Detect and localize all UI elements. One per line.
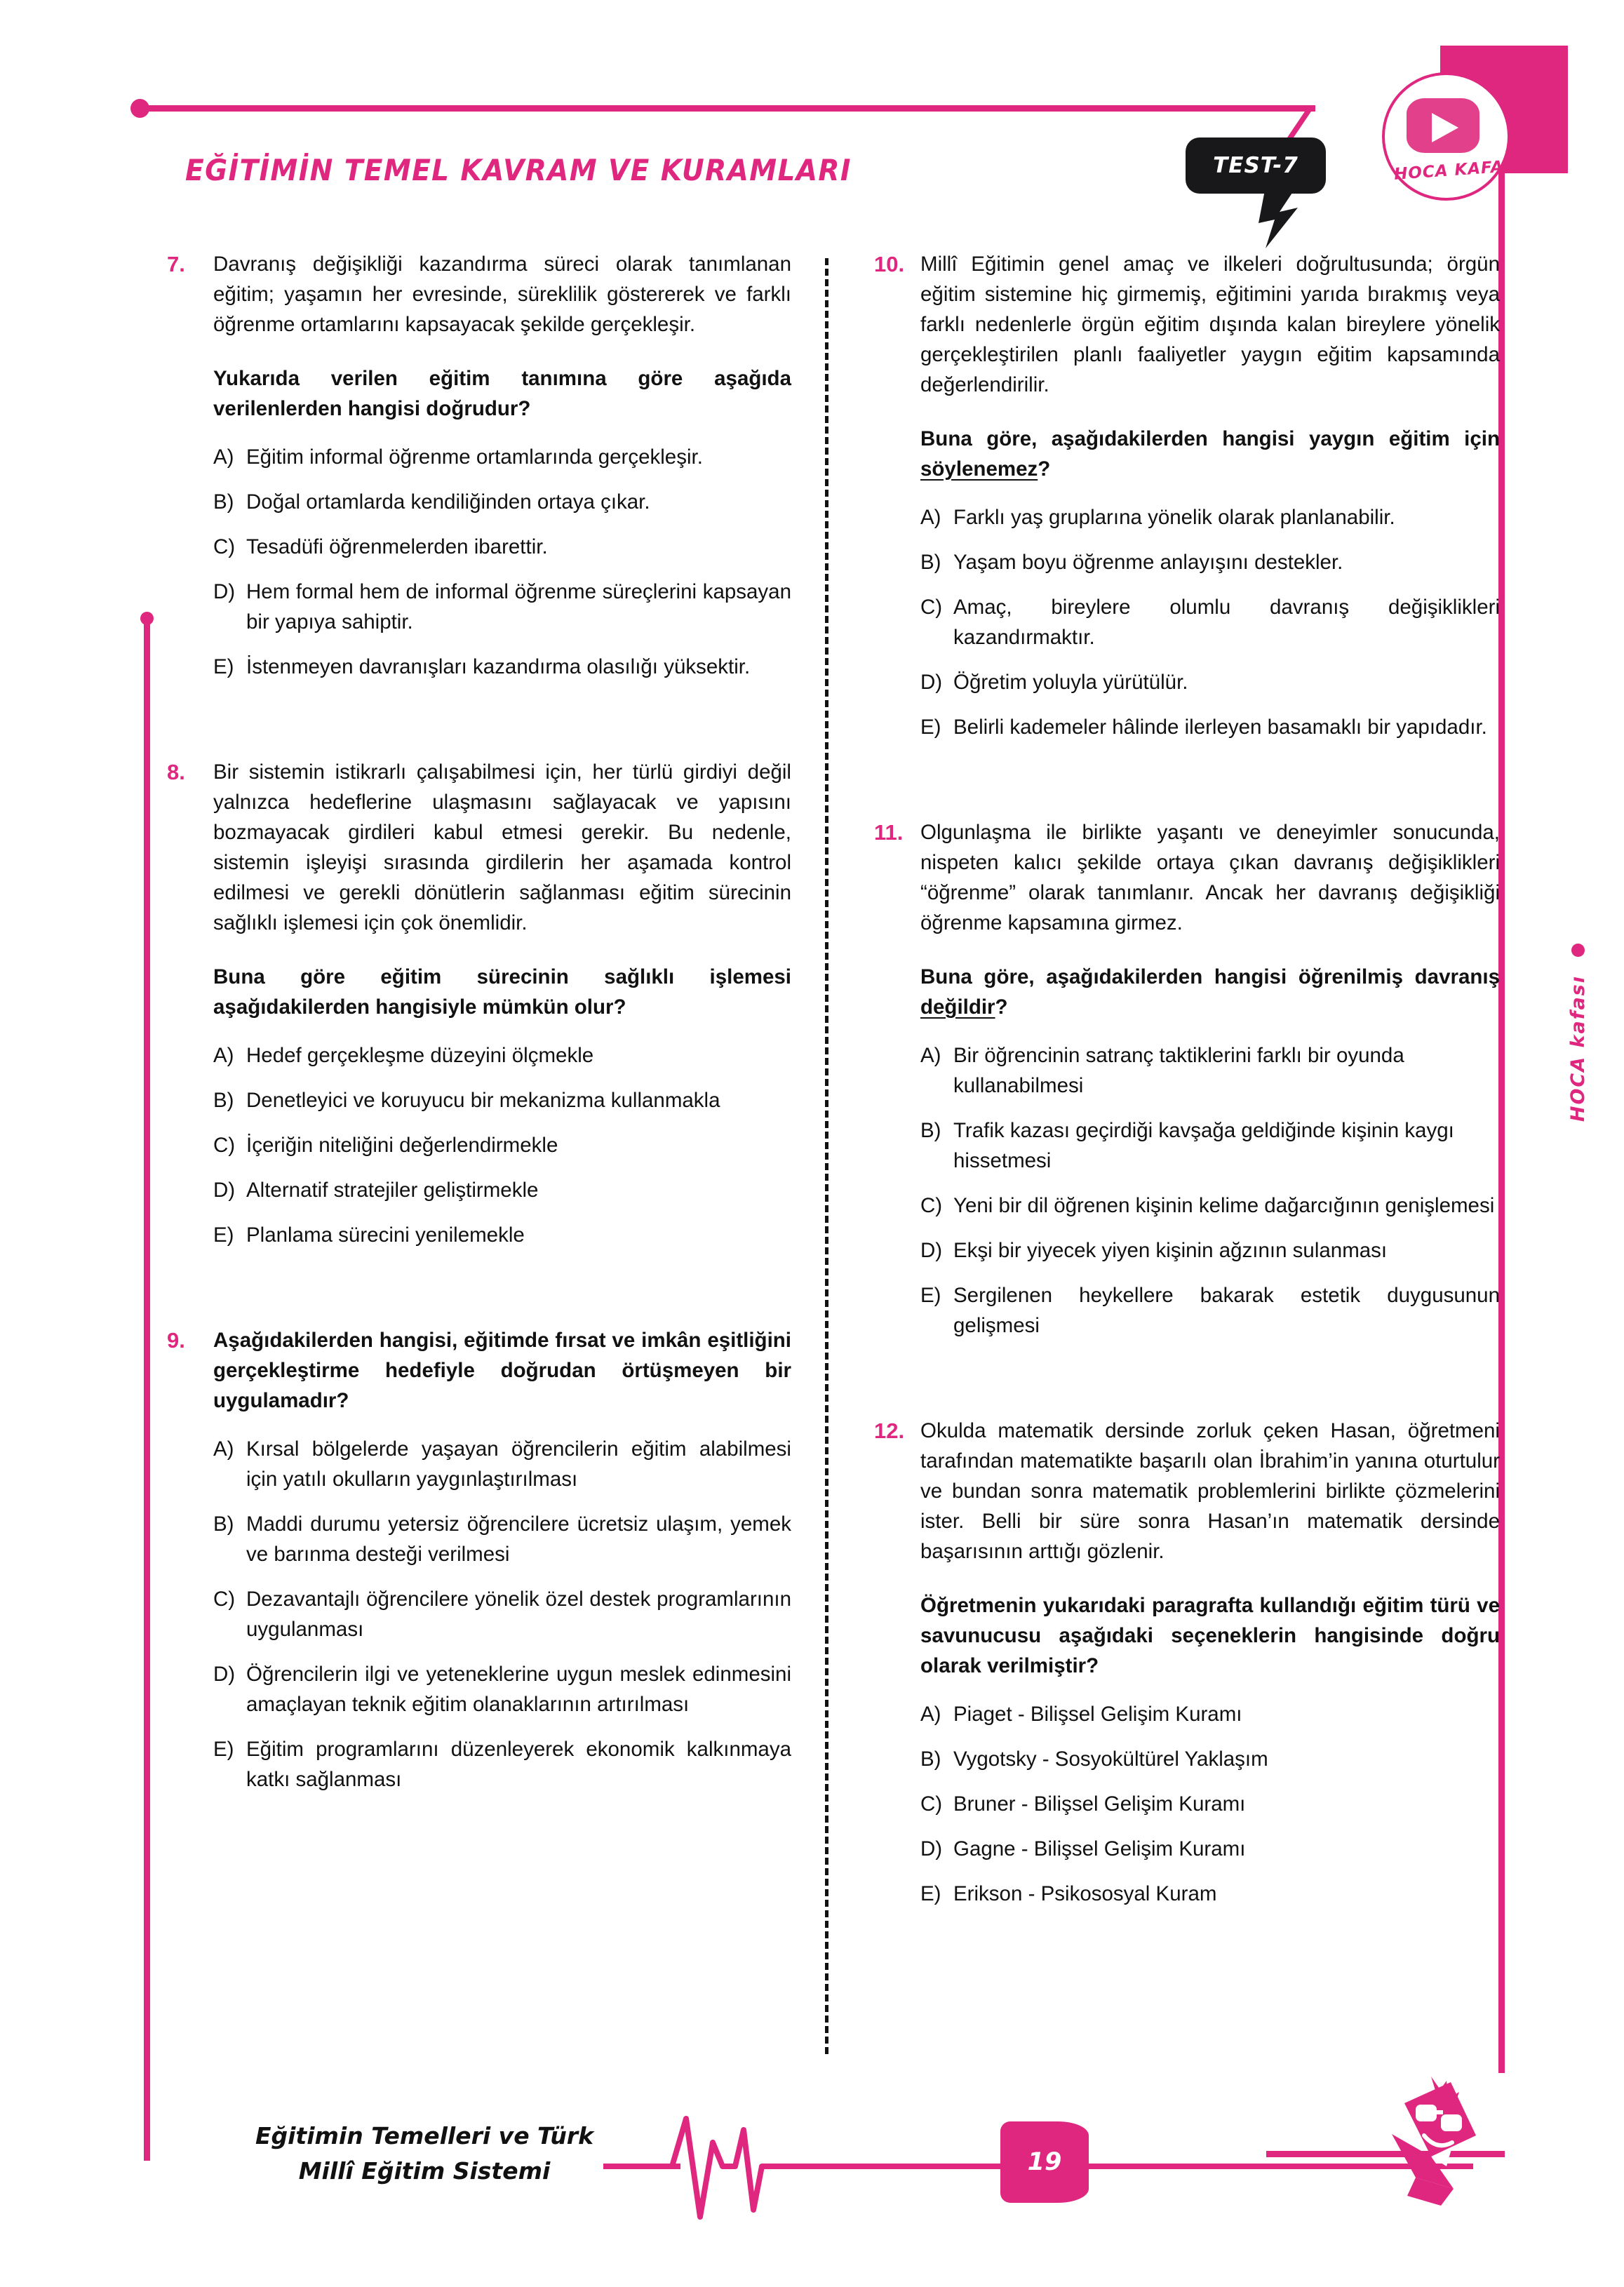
- option-text: Bir öğrencinin satranç taktiklerini farklı bir oyunda kullanabilmesi: [953, 1044, 1404, 1097]
- option-c[interactable]: [920, 592, 1500, 652]
- question-9: [167, 1325, 791, 1809]
- option-c[interactable]: [213, 532, 791, 562]
- option-letter: C): [213, 1588, 236, 1611]
- option-text: Kırsal bölgelerde yaşayan öğrencilerin eğitim alabilmesi için yatılı okulların yaygınlaştırılması: [246, 1437, 791, 1491]
- option-a[interactable]: [213, 1434, 791, 1494]
- option-text: Gagne - Bilişsel Gelişim Kuramı: [953, 1837, 1246, 1860]
- option-letter: A): [920, 506, 941, 529]
- test-badge: [1186, 138, 1354, 243]
- option-b[interactable]: [920, 547, 1500, 577]
- option-text: İçeriğin niteliğini değerlendirmekle: [246, 1134, 558, 1157]
- option-text: İstenmeyen davranışları kazandırma olasılığı yüksektir.: [246, 655, 751, 678]
- option-letter: D): [920, 1837, 943, 1860]
- option-text: Sergilenen heykellere bakarak estetik duygusunun gelişmesi: [953, 1284, 1500, 1337]
- option-text: Erikson - Psikososyal Kuram: [953, 1882, 1217, 1905]
- option-text: Öğrencilerin ilgi ve yeteneklerine uygun meslek edinmesini amaçlayan teknik eğitim olanaklarının artırılması: [246, 1663, 791, 1716]
- option-e[interactable]: [213, 1734, 791, 1795]
- option-text: Ekşi bir yiyecek yiyen kişinin ağzının sulanması: [953, 1239, 1388, 1262]
- question-number: 7.: [167, 252, 185, 276]
- left-spine-decoration: [144, 617, 150, 2161]
- option-a[interactable]: [213, 442, 791, 472]
- option-d[interactable]: [213, 1175, 791, 1205]
- question-stem: Bir sistemin istikrarlı çalışabilmesi için, her türlü girdiyi değil yalnızca hedeflerine ulaşmasını sağlayacak ve yapısını bozmayacak girdileri kabul etmesi gerekir. Bu nedenle, sistemin işleyişi sırasında girdilerin her aşamada kontrol edilmesi ve gerekli dönütlerin sağlanması eğitim sürecinin sağlıklı işlemesi için çok önemlidir.: [213, 760, 791, 934]
- hoca-kafasi-logo: [1378, 39, 1589, 200]
- options-list: [213, 1040, 791, 1250]
- option-a[interactable]: [213, 1040, 791, 1071]
- option-letter: A): [920, 1044, 941, 1067]
- question-stem: Millî Eğitimin genel amaç ve ilkeleri doğrultusunda; örgün eğitim sistemine hiç girmemiş, eğitimini yarıda bırakmış veya farklı nedenlerle örgün eğitim dışında kalan bireylere yönelik gerçekleştirilen planlı faaliyetler yaygın eğitim kapsamında değerlendirilir.: [920, 253, 1500, 396]
- option-text: Denetleyici ve koruyucu bir mekanizma kullanmakla: [246, 1089, 720, 1112]
- option-c[interactable]: [920, 1789, 1500, 1819]
- option-letter: A): [213, 445, 234, 469]
- question-7: [167, 249, 791, 697]
- option-letter: B): [213, 1089, 234, 1112]
- option-text: Bruner - Bilişsel Gelişim Kuramı: [953, 1792, 1246, 1816]
- option-letter: B): [213, 1513, 234, 1536]
- option-text: Belirli kademeler hâlinde ilerleyen basamaklı bir yapıdadır.: [953, 716, 1487, 739]
- option-letter: D): [213, 1663, 236, 1686]
- option-text: Farklı yaş gruplarına yönelik olarak planlanabilir.: [953, 506, 1395, 529]
- option-text: Tesadüfi öğrenmelerden ibarettir.: [246, 535, 548, 558]
- question-number: 9.: [167, 1328, 185, 1353]
- option-text: Eğitim programlarını düzenleyerek ekonomik kalkınmaya katkı sağlanması: [246, 1738, 791, 1791]
- option-c[interactable]: [213, 1584, 791, 1644]
- question-stem: Okulda matematik dersinde zorluk çeken Hasan, öğretmeni tarafından matematikte başarılı olan İbrahim’in yanına oturtulur ve bundan sonra matematik problemlerini birlikte çözmelerini ister. Belli bir süre sonra Hasan’ın matematik dersinde başarısının arttığı gözlenir.: [920, 1419, 1500, 1563]
- option-c[interactable]: [213, 1130, 791, 1160]
- option-b[interactable]: [920, 1744, 1500, 1774]
- option-d[interactable]: [920, 1834, 1500, 1864]
- option-e[interactable]: [213, 1220, 791, 1250]
- option-letter: A): [920, 1703, 941, 1726]
- question-number: 8.: [167, 760, 185, 784]
- option-letter: B): [920, 1748, 941, 1771]
- option-e[interactable]: [213, 652, 791, 682]
- option-letter: E): [213, 655, 234, 678]
- option-d[interactable]: [920, 667, 1500, 697]
- question-12: [874, 1416, 1500, 1924]
- option-text: Doğal ortamlarda kendiliğinden ortaya çıkar.: [246, 490, 650, 514]
- options-list: [920, 1699, 1500, 1909]
- question-prompt: Buna göre eğitim sürecinin sağlıklı işlemesi aşağıdakilerden hangisiyle mümkün olur?: [213, 965, 791, 1019]
- question-prompt: Buna göre, aşağıdakilerden hangisi yaygın eğitim için söylenemez?: [920, 427, 1500, 481]
- option-b[interactable]: [920, 1115, 1500, 1176]
- option-text: Amaç, bireylere olumlu davranış değişiklikleri kazandırmaktır.: [953, 596, 1500, 649]
- option-text: Maddi durumu yetersiz öğrencilere ücretsiz ulaşım, yemek ve barınma desteği verilmesi: [246, 1513, 791, 1566]
- option-b[interactable]: [213, 1509, 791, 1569]
- question-11: [874, 817, 1500, 1355]
- option-letter: C): [920, 1194, 943, 1217]
- option-text: Hedef gerçekleşme düzeyini ölçmekle: [246, 1044, 594, 1067]
- option-letter: D): [920, 671, 943, 694]
- book-title: [242, 2119, 607, 2189]
- option-text: Trafik kazası geçirdiği kavşağa geldiğinde kişinin kaygı hissetmesi: [953, 1119, 1454, 1172]
- option-letter: C): [920, 1792, 943, 1816]
- option-letter: E): [920, 716, 941, 739]
- option-d[interactable]: [213, 1659, 791, 1719]
- option-letter: C): [213, 1134, 236, 1157]
- side-watermark-dot: [1571, 944, 1585, 957]
- options-list: [213, 1434, 791, 1795]
- question-8: [167, 757, 791, 1265]
- questions-container: [167, 249, 1500, 1984]
- option-e[interactable]: [920, 712, 1500, 742]
- option-a[interactable]: [920, 1040, 1500, 1101]
- question-number: 12.: [874, 1419, 905, 1443]
- option-c[interactable]: [920, 1191, 1500, 1221]
- question-number: 10.: [874, 252, 905, 276]
- option-a[interactable]: [920, 502, 1500, 532]
- option-text: Eğitim informal öğrenme ortamlarında gerçekleşir.: [246, 445, 703, 469]
- option-b[interactable]: [213, 487, 791, 517]
- question-prompt: Öğretmenin yukarıdaki paragrafta kullandığı eğitim türü ve savunucusu aşağıdaki seçeneklerin hangisinde doğru olarak verilmiştir?: [920, 1594, 1500, 1677]
- top-rule-dot-decoration: [130, 99, 149, 118]
- option-a[interactable]: [920, 1699, 1500, 1729]
- option-letter: E): [920, 1882, 941, 1905]
- option-d[interactable]: [213, 577, 791, 637]
- question-prompt: Aşağıdakilerden hangisi, eğitimde fırsat ve imkân eşitliğini gerçekleştirme hedefiyle doğrudan örtüşmeyen bir uygulamadır?: [213, 1329, 791, 1412]
- book-title-line-2: Millî Eğitim Sistemi: [298, 2157, 551, 2185]
- brand-name-label: HOCA KAFASI: [1393, 156, 1524, 184]
- option-text: Yeni bir dil öğrenen kişinin kelime dağarcığının genişlemesi: [953, 1194, 1495, 1217]
- option-letter: A): [213, 1044, 234, 1067]
- left-column: [167, 249, 833, 1984]
- option-letter: B): [920, 1119, 941, 1142]
- option-letter: B): [213, 490, 234, 514]
- options-list: [920, 502, 1500, 742]
- option-letter: C): [213, 535, 236, 558]
- top-rule-decoration: [144, 105, 1315, 112]
- page-number-badge: 19: [1000, 2121, 1089, 2203]
- option-letter: A): [213, 1437, 234, 1461]
- option-d[interactable]: [920, 1235, 1500, 1266]
- option-text: Dezavantajlı öğrencilere yönelik özel destek programlarının uygulanması: [246, 1588, 791, 1641]
- question-number: 11.: [874, 820, 904, 845]
- play-triangle-icon: [1432, 113, 1458, 142]
- book-title-line-1: Eğitimin Temelleri ve Türk: [255, 2122, 594, 2149]
- option-letter: E): [213, 1738, 234, 1761]
- option-text: Piaget - Bilişsel Gelişim Kuramı: [953, 1703, 1242, 1726]
- options-list: [920, 1040, 1500, 1341]
- option-letter: C): [920, 596, 943, 619]
- question-prompt: Yukarıda verilen eğitim tanımına göre aşağıda verilenlerden hangisi doğrudur?: [213, 367, 791, 420]
- pencil-mascot-icon: [1364, 2071, 1497, 2211]
- option-e[interactable]: [920, 1280, 1500, 1341]
- left-spine-cap-decoration: [140, 612, 154, 625]
- option-e[interactable]: [920, 1879, 1500, 1909]
- test-badge-label: TEST-7: [1213, 153, 1298, 178]
- option-letter: D): [920, 1239, 943, 1262]
- chapter-title: EĞİTİMİN TEMEL KAVRAM VE KURAMLARI: [185, 153, 852, 187]
- option-text: Alternatif stratejiler geliştirmekle: [246, 1179, 539, 1202]
- option-text: Yaşam boyu öğrenme anlayışını destekler.: [953, 551, 1343, 574]
- question-stem: Davranış değişikliği kazandırma süreci olarak tanımlanan eğitim; yaşamın her evresinde, süreklilik göstererek ve farklı öğrenme ortamlarını kapsayacak şekilde gerçekleşir.: [213, 253, 791, 336]
- option-letter: E): [920, 1284, 941, 1307]
- option-letter: B): [920, 551, 941, 574]
- question-prompt: Buna göre, aşağıdakilerden hangisi öğrenilmiş davranış değildir?: [920, 965, 1500, 1019]
- option-text: Planlama sürecini yenilemekle: [246, 1223, 525, 1247]
- option-text: Vygotsky - Sosyokültürel Yaklaşım: [953, 1748, 1268, 1771]
- side-watermark-label: HOCA kafası: [1567, 975, 1589, 1122]
- option-text: Öğretim yoluyla yürütülür.: [953, 671, 1188, 694]
- option-b[interactable]: [213, 1085, 791, 1115]
- question-10: [874, 249, 1500, 757]
- option-letter: D): [213, 580, 236, 603]
- option-letter: D): [213, 1179, 236, 1202]
- question-stem: Olgunlaşma ile birlikte yaşantı ve deneyimler sonucunda, nispeten kalıcı şekilde ortaya çıkan davranış değişiklikleri “öğrenme” olarak tanımlanır. Ancak her davranış değişikliği öğrenme kapsamına girmez.: [920, 821, 1500, 934]
- option-letter: E): [213, 1223, 234, 1247]
- options-list: [213, 442, 791, 682]
- option-text: Hem formal hem de informal öğrenme süreçlerini kapsayan bir yapıya sahiptir.: [246, 580, 791, 633]
- lightning-bolt-icon: [1253, 187, 1330, 250]
- right-column: [833, 249, 1500, 1984]
